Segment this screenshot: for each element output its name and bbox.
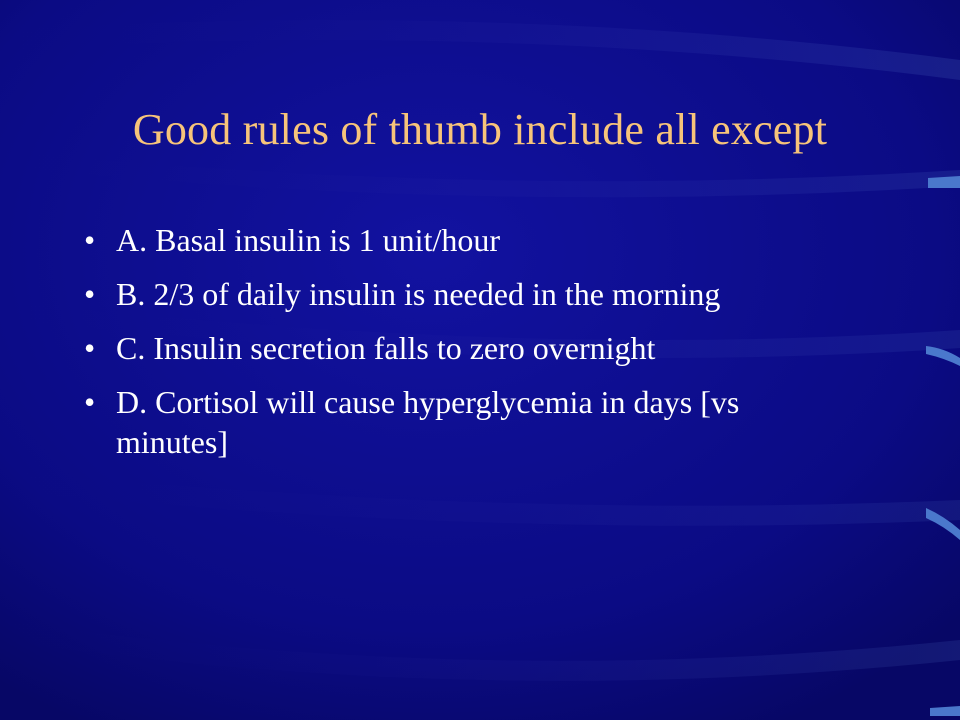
bullet-text: A. Basal insulin is 1 unit/hour xyxy=(116,222,500,258)
bullet-dot-icon: • xyxy=(84,222,96,258)
bullet-item xyxy=(78,220,858,260)
bullet-dot-icon: • xyxy=(84,330,96,366)
bullet-text: C. Insulin secretion falls to zero overnight xyxy=(116,330,656,366)
bullet-item xyxy=(78,328,858,368)
bullet-dot-icon: • xyxy=(84,276,96,312)
bullet-item xyxy=(78,274,858,314)
bullet-text: B. 2/3 of daily insulin is needed in the morning xyxy=(116,276,721,312)
bullet-text: D. Cortisol will cause hyperglycemia in days [vs minutes] xyxy=(116,384,740,460)
bullet-list xyxy=(78,220,858,476)
slide-title: Good rules of thumb include all except xyxy=(132,105,828,154)
bullet-item xyxy=(78,382,858,462)
bullet-dot-icon: • xyxy=(84,384,96,420)
